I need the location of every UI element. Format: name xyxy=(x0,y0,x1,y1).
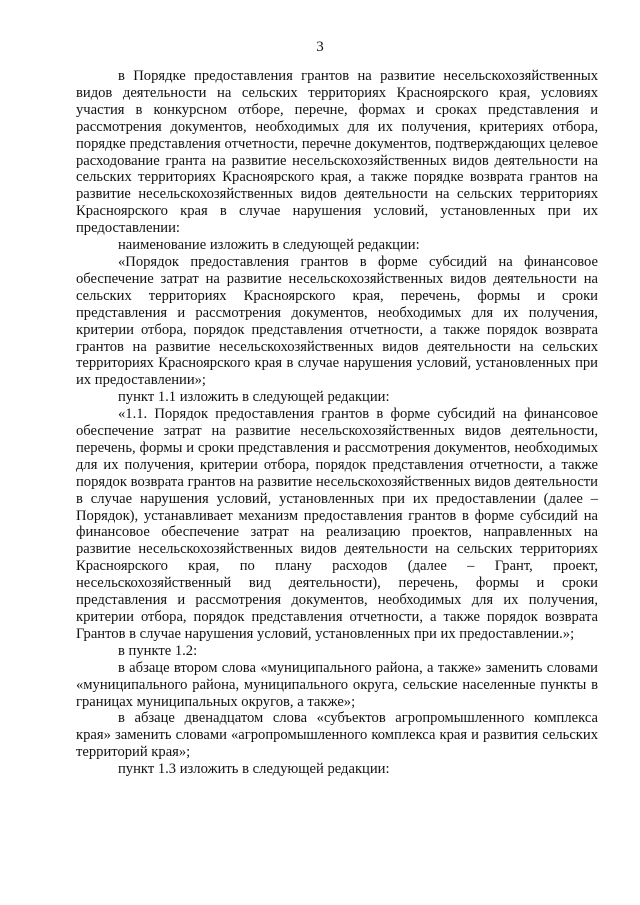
paragraph-new-title: «Порядок предоставления грантов в форме субсидий на финансовое обеспечение затрат на развитие несельскохозяйственных видов деятельности на сельских территориях Красноярского края, перечень, формы и сроки представления и рассмотрения документов, необходимых для их получения, критерии отбора, порядок представления отчетности, а также порядок возврата грантов на развитие несельскохозяйственных видов деятельности на сельских территориях Красноярского края в случае нарушения условий, установленных при их предоставлении»; xyxy=(76,253,598,389)
paragraph-clause-1-2-twelfth: в абзаце двенадцатом слова «субъектов агропромышленного комплекса края» заменить словами «агропромышленного комплекса края и развития сельских территорий края»; xyxy=(76,710,598,761)
paragraph-clause-1-3-instruction: пункт 1.3 изложить в следующей редакции: xyxy=(118,761,390,778)
page-number: 3 xyxy=(316,39,324,55)
paragraph-clause-1-1-text: «1.1. Порядок предоставления грантов в форме субсидий на финансовое обеспечение затрат на развитие несельскохозяйственных видов деятельности, перечень, формы и сроки представления и рассмотрения документов, необходимых для их получения, критерии отбора, порядок представления отчетности, а также порядок возврата грантов на развитие несельскохозяйственных видов деятельности в случае нарушения условий, установленных при их предоставлении (далее – Порядок), устанавливает механизм предоставления грантов в форме субсидий на финансовое обеспечение затрат на реализацию проектов, направленных на развитие несельскохозяйственных видов деятельности на сельских территориях Красноярского края, по плану расходов (далее – Грант, проект, несельскохозяйственный вид деятельности), перечень, формы и сроки представления и рассмотрения документов, необходимых для их получения, критерии отбора, порядок представления отчетности, а также порядок возврата Грантов в случае нарушения условий, установленных при их предоставлении.»; xyxy=(76,406,598,642)
paragraph-clause-1-2-second: в абзаце втором слова «муниципального района, а также» заменить словами «муниципального района, муниципального округа, сельские населенные пункты в границах муниципальных округов, а также»; xyxy=(76,659,598,710)
paragraph-title-instruction: наименование изложить в следующей редакции: xyxy=(118,237,420,254)
paragraph-clause-1-1-instruction: пункт 1.1 изложить в следующей редакции: xyxy=(118,389,390,406)
document-body xyxy=(76,68,598,778)
paragraph-clause-1-2-heading: в пункте 1.2: xyxy=(118,642,198,659)
paragraph-intro: в Порядке предоставления грантов на развитие несельскохозяйственных видов деятельности на сельских территориях Красноярского края, условиях участия в конкурсном отборе, перечне, формах и сроках представления и рассмотрения документов, необходимых для их получения, критериях отбора, порядке представления отчетности, перечне документов, подтверждающих целевое расходование гранта на развитие несельскохозяйственных видов деятельности на сельских территориях Красноярского края, а также порядке возврата грантов на развитие несельскохозяйственных видов деятельности на сельских территориях Красноярского края в случае нарушения условий, установленных при их предоставлении: xyxy=(76,68,598,237)
